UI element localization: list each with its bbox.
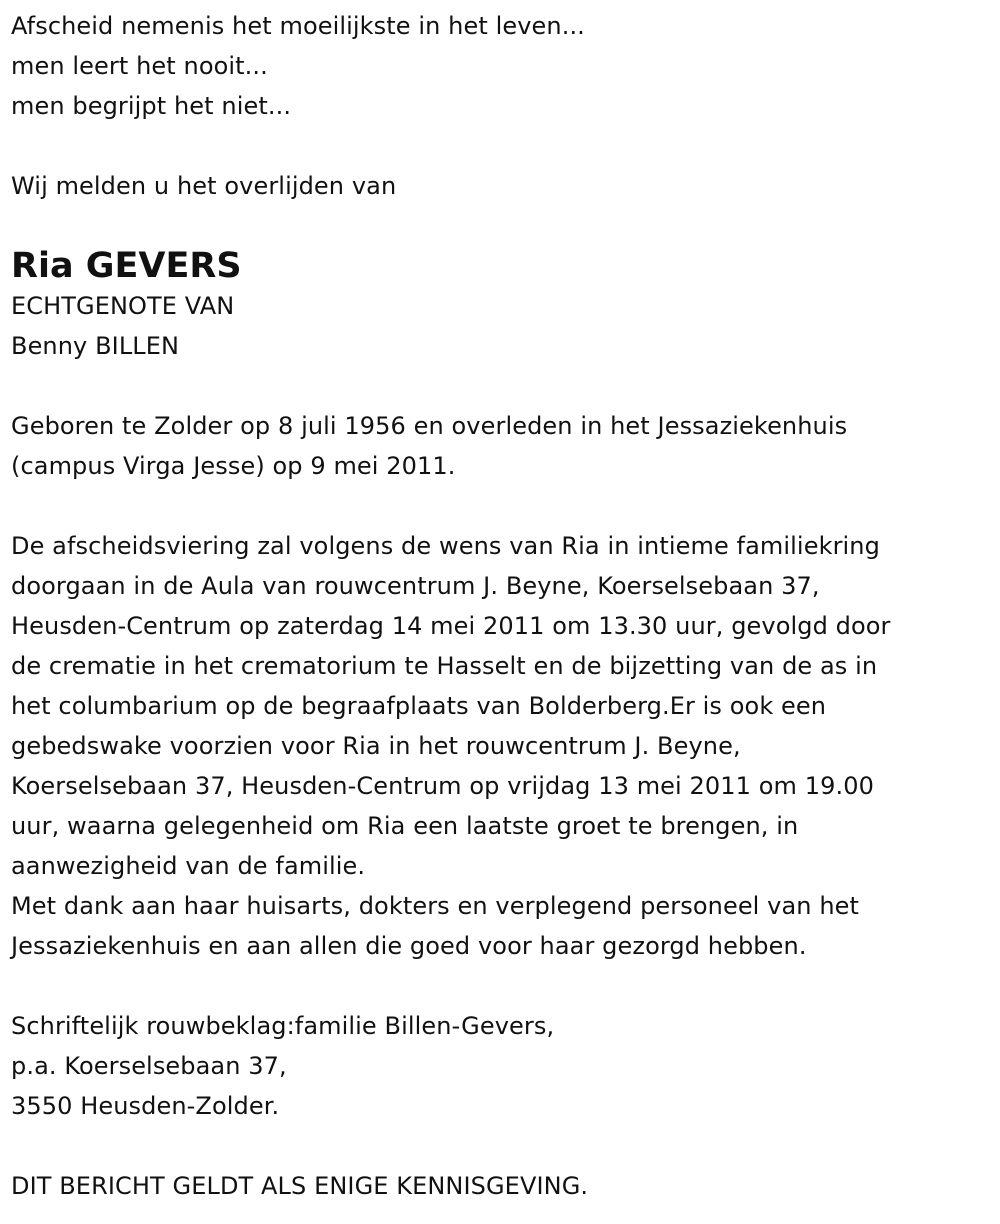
paragraph-line: het columbarium op de begraafplaats van Bolderberg.Er is ook een: [11, 692, 827, 720]
closing-notice: DIT BERICHT GELDT ALS ENIGE KENNISGEVING.: [11, 1172, 589, 1200]
birth-death-paragraph: [11, 406, 986, 486]
paragraph-line: Heusden-Centrum op zaterdag 14 mei 2011 om 13.30 uur, gevolgd door: [11, 612, 891, 640]
paragraph-line: Met dank aan haar huisarts, dokters en verplegend personeel van het: [11, 892, 860, 920]
ceremony-paragraph: [11, 526, 986, 966]
deceased-name: Ria GEVERS: [11, 246, 242, 286]
condolence-address: [11, 1006, 986, 1126]
address-line: Schriftelijk rouwbeklag:familie Billen-Gevers,: [11, 1012, 555, 1040]
paragraph-line: gebedswake voorzien voor Ria in het rouwcentrum J. Beyne,: [11, 732, 741, 760]
spouse-name: Benny BILLEN: [11, 332, 180, 360]
paragraph-line: Koerselsebaan 37, Heusden-Centrum op vrijdag 13 mei 2011 om 19.00: [11, 772, 874, 800]
paragraph-line: Jessaziekenhuis en aan allen die goed voor haar gezorgd hebben.: [11, 932, 807, 960]
paragraph-line: de crematie in het crematorium te Hasselt en de bijzetting van de as in: [11, 652, 878, 680]
intro-line: men begrijpt het niet...: [11, 92, 292, 120]
spacer: [11, 966, 986, 1006]
announcement-text: Wij melden u het overlijden van: [11, 172, 397, 200]
paragraph-line: doorgaan in de Aula van rouwcentrum J. Beyne, Koerselsebaan 37,: [11, 572, 820, 600]
intro-line: Afscheid nemenis het moeilijkste in het leven...: [11, 12, 585, 40]
paragraph-line: uur, waarna gelegenheid om Ria een laatste groet te brengen, in: [11, 812, 799, 840]
paragraph-line: aanwezigheid van de familie.: [11, 852, 366, 880]
address-line: 3550 Heusden-Zolder.: [11, 1092, 280, 1120]
intro-verse: [11, 6, 986, 126]
intro-line: men leert het nooit...: [11, 52, 268, 80]
relation-text: ECHTGENOTE VAN: [11, 292, 235, 320]
paragraph-line: Geboren te Zolder op 8 juli 1956 en overleden in het Jessaziekenhuis: [11, 412, 848, 440]
spacer: [11, 366, 986, 406]
spacer: [11, 126, 986, 166]
obituary-notice: [11, 6, 986, 1206]
spacer: [11, 206, 986, 246]
spacer: [11, 1126, 986, 1166]
spacer: [11, 486, 986, 526]
paragraph-line: (campus Virga Jesse) op 9 mei 2011.: [11, 452, 456, 480]
address-line: p.a. Koerselsebaan 37,: [11, 1052, 287, 1080]
paragraph-line: De afscheidsviering zal volgens de wens van Ria in intieme familiekring: [11, 532, 880, 560]
